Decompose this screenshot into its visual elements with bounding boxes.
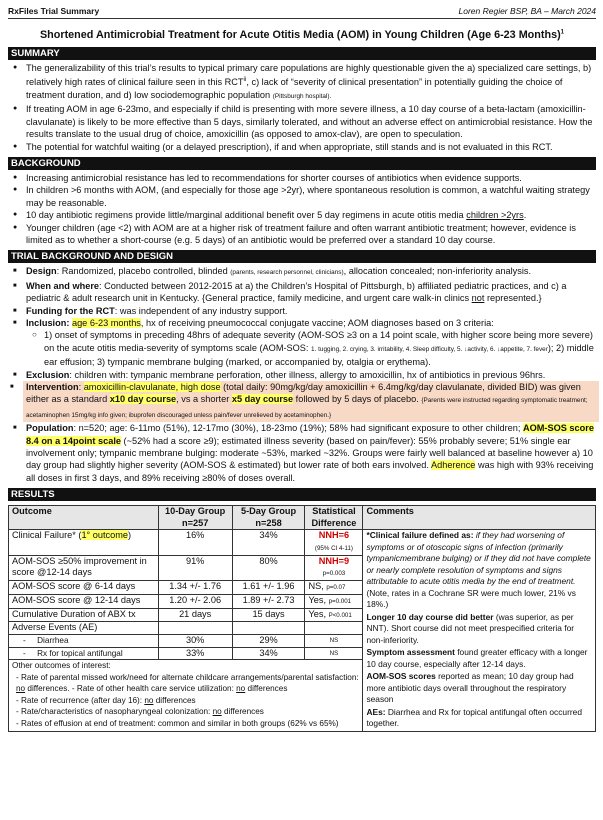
ae-heading-row: Adverse Events (AE) — [9, 622, 596, 635]
col-10day: 10-Day Group n=257 — [158, 506, 232, 530]
funding-item: ■ Funding for the RCT: was independent of any industry support. — [26, 305, 596, 317]
table-row: AOM-SOS score @ 6-14 days 1.34 +/- 1.76 1.61 +/- 1.96 NS, p=0.07 — [9, 581, 596, 595]
other-outcome-line: - Rate of recurrence (after day 16): no differences — [16, 695, 196, 705]
background-item-2: ● In children >6 months with AOM, (and especially for those age >2yr), where spontaneous resolution is common, a watchful waiting strategy may be reasonable. — [26, 184, 596, 209]
summary-heading: SUMMARY — [8, 47, 596, 60]
table-row: AOM-SOS score @ 12-14 days 1.20 +/- 2.06 1.89 +/- 2.73 Yes, p=0.001 — [9, 594, 596, 608]
background-heading: BACKGROUND — [8, 157, 596, 170]
intervention-item: ■ Intervention: amoxicillin-clavulanate, high dose (total daily: 90mg/kg/day amoxicillin + 6.4mg/kg/day clavulanate, divided BID) was given either as a standard x10 day course, vs a shorter x5 day course followed by 5 days of placebo. {Parents were instructed regarding symptomatic treatment; acetaminophen 15mg/kg info given; ibuprofen discouraged unless pain/fever unrelieved by acetaminophen.} — [23, 381, 599, 422]
table-row: - Rx for topical antifungal 33% 34% NS — [9, 647, 596, 660]
summary-item-2: ● If treating AOM in age 6-23mo, and especially if child is presenting with more severe illness, a 10 day course of a beta-lactam (amoxicillin-clavulanate) is likely to be more effective than 5 days, similarly tolerated, and without an adverse effect on antimicrobial resistance. How the results translate to the usual drug of choice, amoxicillin (as opposed to amox-clav), are open to speculation. — [26, 103, 596, 140]
col-outcome: Outcome — [9, 506, 159, 530]
inclusion-item: ■ Inclusion: age 6-23 months, hx of receiving pneumococcal conjugate vaccine; AOM diagnoses based on 3 criteria: ○ 1) onset of symptoms in preceding 48hrs of adequate severity (AOM-SOS ≥3 on a 14 point scale, with higher score being more severe) on the acute otitis media-severity of symptoms scale (AOM-SOS: 1. tugging, 2. crying, 3. irritability, 4. Sleep difficulty, 5. ↓activity, 6. ↓appetite, 7. fever); 2) middle ear effusion; 3) tympanic membrane bulging (marked, or accompanied by, otalgia or erythema). — [26, 317, 596, 369]
other-outcome-line: - Rates of effusion at end of treatment: common and similar in both groups (62% vs 65%) — [16, 718, 339, 728]
col-5day: 5-Day Group n=258 — [232, 506, 305, 530]
design-heading: TRIAL BACKGROUND AND DESIGN — [8, 250, 596, 263]
header-left: RxFiles Trial Summary — [8, 6, 100, 16]
document-page — [8, 6, 596, 732]
design-list — [8, 265, 596, 484]
summary-list — [8, 62, 596, 153]
header-right: Loren Regier BSP, BA – March 2024 — [458, 6, 596, 16]
background-item-4: ● Younger children (age <2) with AOM are at a higher risk of treatment failure and often warrant antibiotic treatment; however, evidence is limited as to whether a short-course (e.g. 5 days) of an antibiotic would be preferred over a standard 10 day course. — [26, 222, 596, 247]
page-header — [8, 6, 596, 19]
design-item: ■ Design: Randomized, placebo controlled, blinded (parents, research personnel, clinicians), allocation concealed; non-inferiority analysis. — [26, 265, 596, 279]
results-header-row — [9, 506, 596, 530]
background-list — [8, 172, 596, 246]
other-outcome-line: - Rate/characteristics of nasopharyngeal colonization: no differences — [16, 707, 264, 717]
background-item-1: ● Increasing antimicrobial resistance has led to recommendations for shorter courses of antibiotics when evidence supports. — [26, 172, 596, 184]
summary-item-1: ● The generalizability of this trial’s results to typical primary care populations are highly questionable given the a) specialized care settings, b) relatively high rates of clinical failure seen in this RCT$^{ii}$, c) lack of “severity of clinical presentation” in potentially guiding the choice of treatment duration, and d) low sociodemographic population (Pittsburgh hospital). — [26, 62, 596, 103]
results-heading: RESULTS — [8, 488, 596, 501]
results-table — [8, 505, 596, 732]
inclusion-criteria — [26, 329, 596, 368]
inclusion-criteria-item: ○ 1) onset of symptoms in preceding 48hrs of adequate severity (AOM-SOS ≥3 on a 14 point scale, with higher score being more severe) on the acute otitis media-severity of symptoms scale (AOM-SOS: 1. tugging, 2. crying, 3. irritability, 4. Sleep difficulty, 5. ↓activity, 6. ↓appetite, 7. fever); 2) middle ear effusion; 3) tympanic membrane bulging (marked, or accompanied by, otalgia or erythema). — [44, 329, 596, 368]
col-stat: Statistical Difference — [305, 506, 363, 530]
col-comments: Comments — [363, 506, 596, 530]
table-row: - Diarrhea 30% 29% NS — [9, 635, 596, 648]
document-title: Shortened Antimicrobial Treatment for Acute Otitis Media (AOM) in Young Children (Age 6-23 Months)$^1$ — [39, 29, 565, 41]
population-item: ■ Population: n=520; age: 6-11mo (51%), 12-17mo (30%), 18-23mo (19%); 58% had significant exposure to other children; AOM-SOS score 8.4 on a 14point scale (~52% had a score ≥9); estimated illness severity (based on pain/fever): 55% probably severe; 51% single ear involvement only; tympanic membrane bulging: moderate ~53%, marked ~32%. Groups were fairly well balanced at baseline however a) 10 day group had slightly higher severity (AOM-SOS & estimated) but lower rate of both ears involved. Adherence was high with 93% receiving all doses in first 3 days, and 89% receiving ≥80% of doses overall. — [26, 422, 596, 484]
table-row: Cumulative Duration of ABX tx 21 days 15 days Yes, P<0.001 — [9, 608, 596, 622]
exclusion-item: ■ Exclusion: children with: tympanic membrane perforation, other illness, allergy to amoxicillin, hx of antibiotics in previous 96hrs. — [26, 369, 596, 381]
other-outcome-line: - Rate of parental missed work/need for alternate childcare arrangements/parental satisfaction: no differences. - Rate of other health care service utilization: no differences — [16, 672, 359, 694]
background-item-3: ● 10 day antibiotic regimens provide little/marginal additional benefit over 5 day regimens in acute otitis media children >2yrs. — [26, 209, 596, 221]
table-row: Clinical Failure* (1° outcome) 16% 34% NNH=6 (95% CI 4-11) *Clinical failure defined as: if they had worsening of symptoms or of otoscopic signs of infection (primarily tympanicmembrane bulging) or if they did not have complete or nearly complete resolution of symptoms and signs attributable to acute otitis media by the end of treatment. (Note, rates in a Cochrane SR were much lower, 21% vs 18%.) Longer 10 day course did better (was superior, as per NNT). Short course did not meet prespecified criteria for non-inferiority. Symptom assessment found greater efficacy with a longer 10 day course, especially after 12-14 days. AOM-SOS scores reported as mean; 10 day group had more antibiotic days overall throughout the respiratory season AEs: Diarrhea and Rx for topical antifungal often occurred together. — [9, 530, 596, 555]
comments-cell: *Clinical failure defined as: if they had worsening of symptoms or of otoscopic signs of infection (primarily tympanicmembrane bulging) or if they did not have complete or nearly complete resolution of symptoms and signs attributable to acute otitis media by the end of treatment. (Note, rates in a Cochrane SR were much lower, 21% vs 18%.) Longer 10 day course did better (was superior, as per NNT). Short course did not meet prespecified criteria for non-inferiority. Symptom assessment found greater efficacy with a longer 10 day course, especially after 12-14 days. AOM-SOS scores reported as mean; 10 day group had more antibiotic days overall throughout the respiratory season AEs: Diarrhea and Rx for topical antifungal often occurred together. — [363, 530, 596, 732]
table-row: AOM-SOS ≥50% improvement in score @12-14 days 91% 80% NNH=9 p=0.003 — [9, 555, 596, 580]
when-where-item: ■ When and where: Conducted between 2012-2015 at a) the Children’s Hospital of Pittsburgh, b) affiliated pediatric practices, and c) a pediatric & adult research unit in Kentucky. {General practice, family medicine, and urgent care walk-in clinics not represented.} — [26, 280, 596, 305]
other-outcomes: Other outcomes of interest: - Rate of parental missed work/need for alternate childcare arrangements/parental satisfaction: no differences. - Rate of other health care service utilization: no differences - Rate of recurrence (after day 16): no differences - Rate/characteristics of nasopharyngeal colonization: no differences - Rates of effusion at end of treatment: common and similar in both groups (62% vs 65%) — [9, 660, 363, 731]
summary-item-3: ● The potential for watchful waiting (or a delayed prescription), if and when appropriate, still stands and is not evaluated in this RCT. — [26, 141, 596, 153]
